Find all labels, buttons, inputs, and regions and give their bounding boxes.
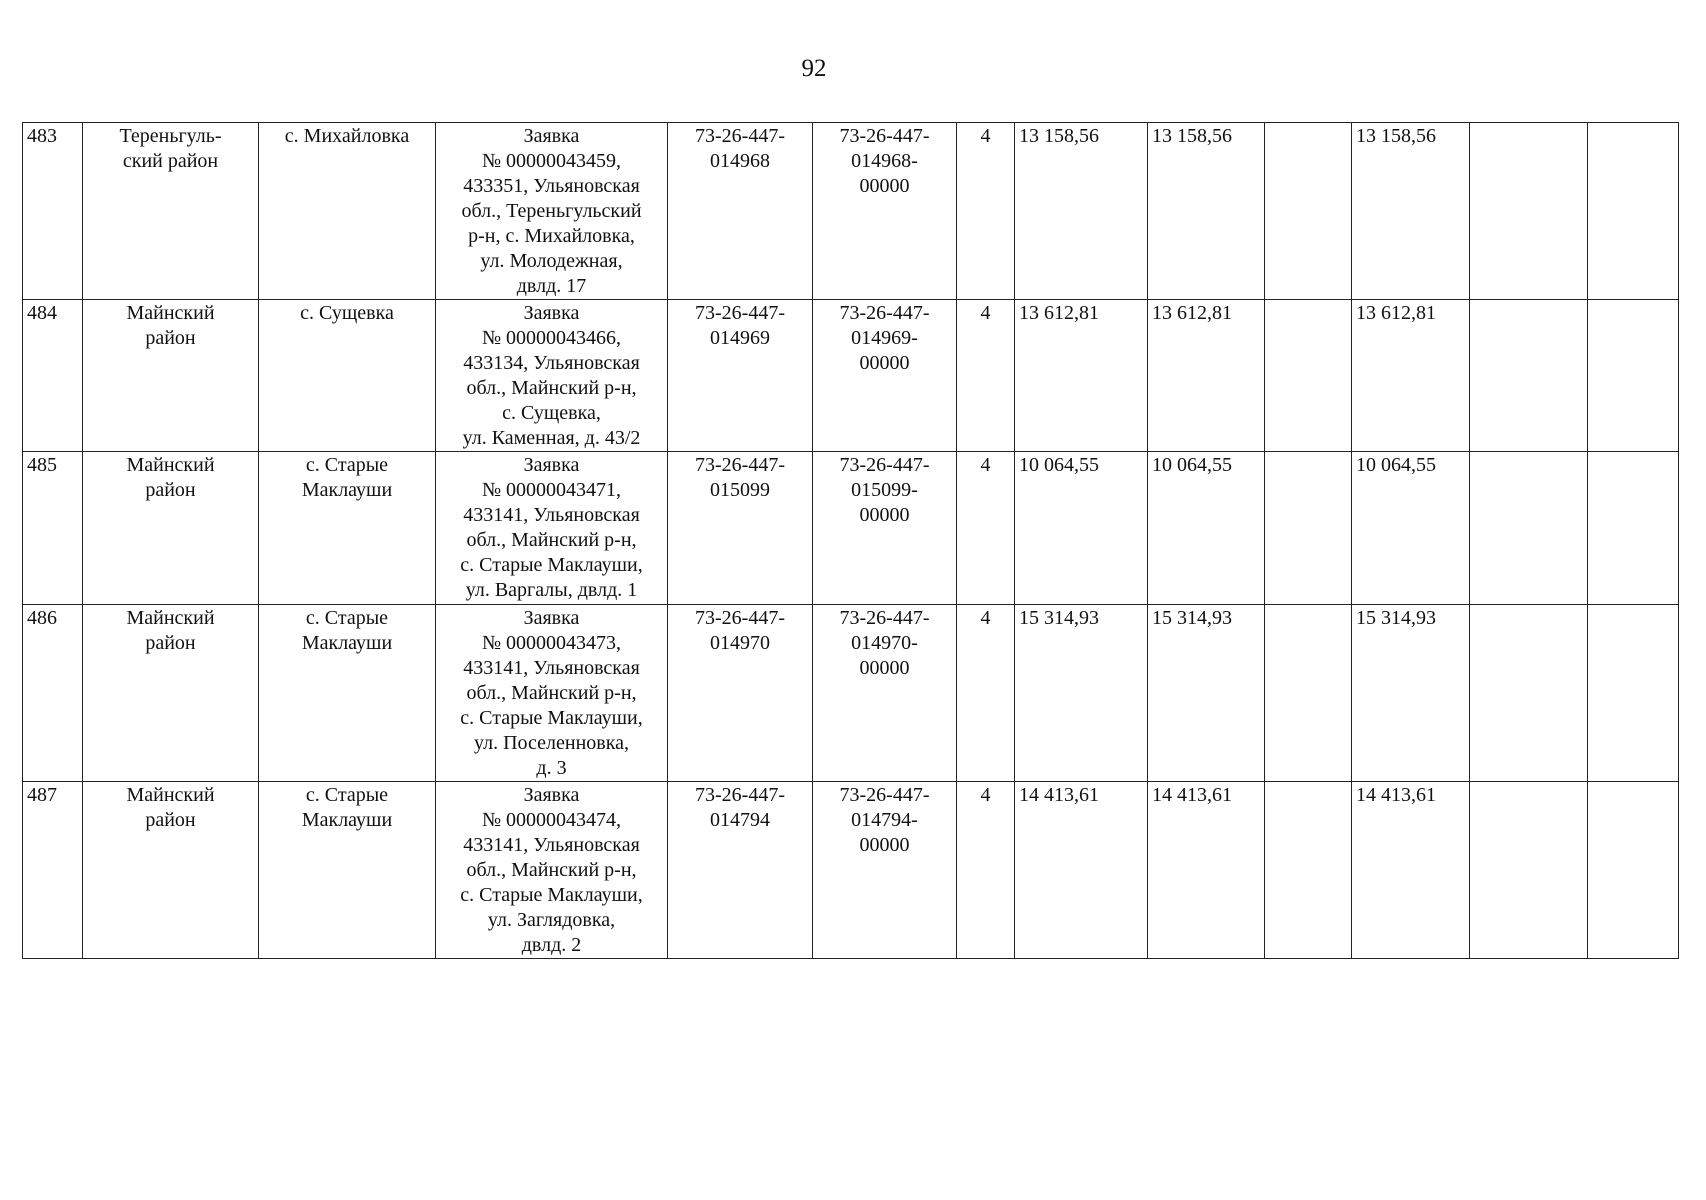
extra-cell-1: [1470, 605, 1588, 782]
amount-cell-4: 15 314,93: [1352, 605, 1470, 782]
count-cell: 4: [957, 782, 1015, 959]
table-row: [23, 782, 1679, 959]
row-number-cell: 486: [23, 605, 83, 782]
amount-cell-4: 13 158,56: [1352, 123, 1470, 300]
cadastral-number-cell: 73-26-447- 015099- 00000: [813, 452, 957, 605]
table-row: [23, 300, 1679, 452]
amount-cell-3: [1265, 605, 1352, 782]
table-row: [23, 452, 1679, 605]
table-row: [23, 605, 1679, 782]
extra-cell-2: [1588, 123, 1679, 300]
amount-cell-1: 14 413,61: [1015, 782, 1148, 959]
amount-cell-3: [1265, 123, 1352, 300]
cadastral-number-cell: 73-26-447- 014794- 00000: [813, 782, 957, 959]
amount-cell-3: [1265, 782, 1352, 959]
cadastral-number-cell: 73-26-447- 014968- 00000: [813, 123, 957, 300]
amount-cell-2: 15 314,93: [1148, 605, 1265, 782]
amount-cell-2: 13 612,81: [1148, 300, 1265, 452]
cadastral-number-cell: 73-26-447- 014970- 00000: [813, 605, 957, 782]
district-cell: Майнский район: [83, 300, 259, 452]
amount-cell-4: 13 612,81: [1352, 300, 1470, 452]
cadastral-block-cell: 73-26-447- 014968: [668, 123, 813, 300]
amount-cell-3: [1265, 452, 1352, 605]
count-cell: 4: [957, 605, 1015, 782]
table-row: [23, 123, 1679, 300]
registry-table: [22, 122, 1679, 959]
address-cell: Заявка № 00000043471, 433141, Ульяновская обл., Майнский р-н, с. Старые Маклауши, ул. Варгалы, двлд. 1: [436, 452, 668, 605]
locality-cell: с. Сущевка: [259, 300, 436, 452]
extra-cell-2: [1588, 605, 1679, 782]
extra-cell-1: [1470, 300, 1588, 452]
cadastral-block-cell: 73-26-447- 014970: [668, 605, 813, 782]
cadastral-block-cell: 73-26-447- 014969: [668, 300, 813, 452]
locality-cell: с. Старые Маклауши: [259, 782, 436, 959]
extra-cell-1: [1470, 123, 1588, 300]
count-cell: 4: [957, 452, 1015, 605]
locality-cell: с. Михайловка: [259, 123, 436, 300]
address-cell: Заявка № 00000043474, 433141, Ульяновская обл., Майнский р-н, с. Старые Маклауши, ул. Заглядовка, двлд. 2: [436, 782, 668, 959]
row-number-cell: 485: [23, 452, 83, 605]
extra-cell-2: [1588, 452, 1679, 605]
district-cell: Тереньгуль- ский район: [83, 123, 259, 300]
address-cell: Заявка № 00000043466, 433134, Ульяновская обл., Майнский р-н, с. Сущевка, ул. Каменная, д. 43/2: [436, 300, 668, 452]
cadastral-number-cell: 73-26-447- 014969- 00000: [813, 300, 957, 452]
count-cell: 4: [957, 300, 1015, 452]
cadastral-block-cell: 73-26-447- 014794: [668, 782, 813, 959]
row-number-cell: 483: [23, 123, 83, 300]
extra-cell-1: [1470, 782, 1588, 959]
amount-cell-4: 10 064,55: [1352, 452, 1470, 605]
address-cell: Заявка № 00000043473, 433141, Ульяновская обл., Майнский р-н, с. Старые Маклауши, ул. Поселенновка, д. 3: [436, 605, 668, 782]
count-cell: 4: [957, 123, 1015, 300]
amount-cell-2: 10 064,55: [1148, 452, 1265, 605]
extra-cell-2: [1588, 300, 1679, 452]
locality-cell: с. Старые Маклауши: [259, 452, 436, 605]
amount-cell-3: [1265, 300, 1352, 452]
amount-cell-1: 13 612,81: [1015, 300, 1148, 452]
district-cell: Майнский район: [83, 452, 259, 605]
page-number: 92: [801, 55, 827, 82]
district-cell: Майнский район: [83, 782, 259, 959]
amount-cell-2: 13 158,56: [1148, 123, 1265, 300]
locality-cell: с. Старые Маклауши: [259, 605, 436, 782]
address-cell: Заявка № 00000043459, 433351, Ульяновская обл., Тереньгульский р-н, с. Михайловка, ул. Молодежная, двлд. 17: [436, 123, 668, 300]
extra-cell-2: [1588, 782, 1679, 959]
row-number-cell: 487: [23, 782, 83, 959]
amount-cell-1: 13 158,56: [1015, 123, 1148, 300]
amount-cell-1: 10 064,55: [1015, 452, 1148, 605]
amount-cell-1: 15 314,93: [1015, 605, 1148, 782]
extra-cell-1: [1470, 452, 1588, 605]
amount-cell-4: 14 413,61: [1352, 782, 1470, 959]
row-number-cell: 484: [23, 300, 83, 452]
district-cell: Майнский район: [83, 605, 259, 782]
amount-cell-2: 14 413,61: [1148, 782, 1265, 959]
cadastral-block-cell: 73-26-447- 015099: [668, 452, 813, 605]
